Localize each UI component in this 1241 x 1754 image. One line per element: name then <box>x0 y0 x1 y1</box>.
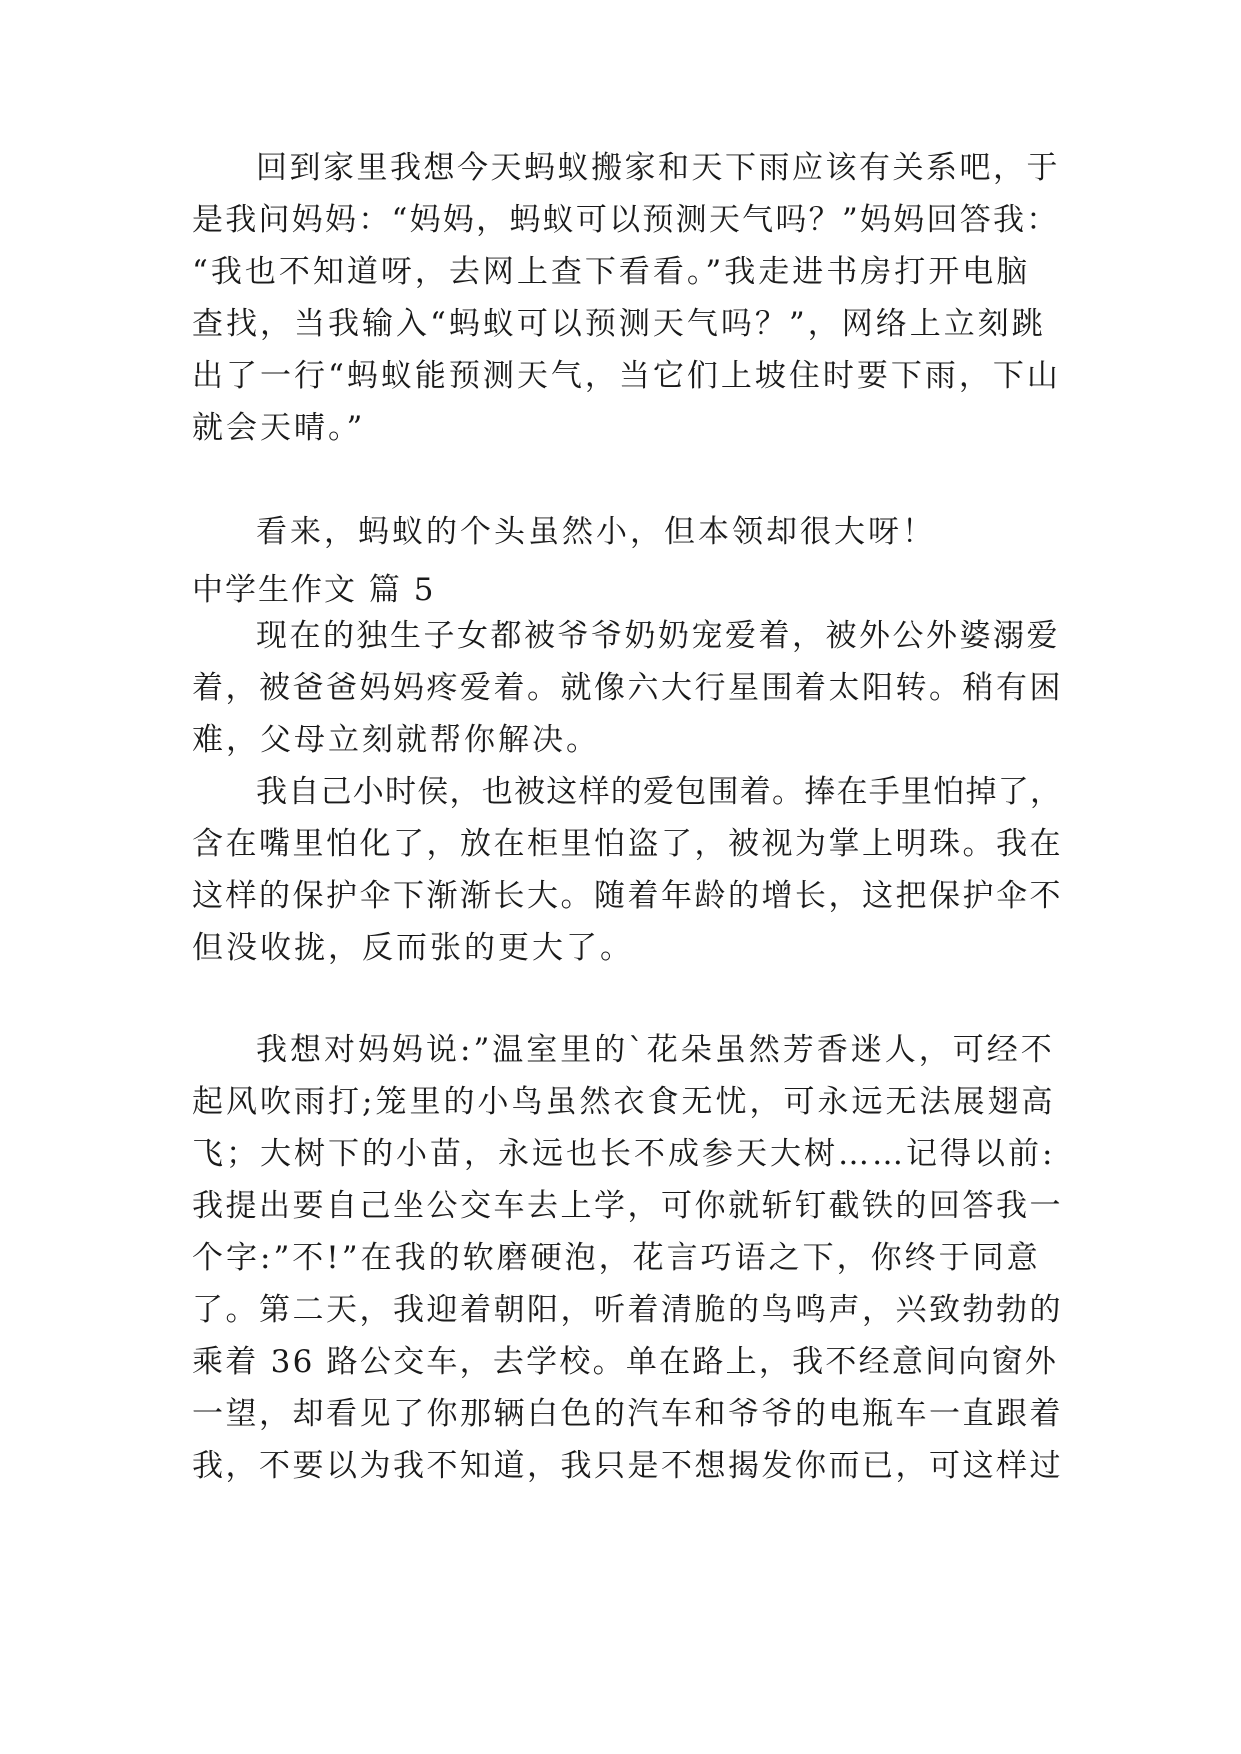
paragraph-line: 我自己小时侯，也被这样的爱包围着。捧在手里怕掉了， <box>256 774 1063 810</box>
paragraph-line: 出了一行“蚂蚁能预测天气，当它们上坡住时要下雨，下山 <box>192 358 1061 394</box>
paragraph-line: 就会天晴。” <box>192 410 366 446</box>
paragraph-line: 但没收拢，反而张的更大了。 <box>192 930 634 966</box>
paragraph-line: 我提出要自己坐公交车去上学，可你就斩钉截铁的回答我一 <box>192 1188 1063 1224</box>
paragraph-line: 个字:”不!”在我的软磨硬泡，花言巧语之下，你终于同意 <box>192 1240 1041 1276</box>
paragraph-line: 我想对妈妈说:”温室里的`花朵虽然芳香迷人，可经不 <box>256 1032 1055 1068</box>
paragraph-line: 现在的独生子女都被爷爷奶奶宠爱着，被外公外婆溺爱 <box>256 618 1060 654</box>
section-heading: 中学生作文 篇 5 <box>192 572 436 608</box>
paragraph-line: 我，不要以为我不知道，我只是不想揭发你而已，可这样过 <box>192 1448 1063 1484</box>
paragraph-line: 看来，蚂蚁的个头虽然小，但本领却很大呀！ <box>256 514 936 550</box>
paragraph-line: 飞；大树下的小苗，永远也长不成参天大树……记得以前: <box>192 1136 1056 1172</box>
paragraph-line: 查找，当我输入“蚂蚁可以预测天气吗？”，网络上立刻跳 <box>192 306 1046 342</box>
paragraph-line: “我也不知道呀，去网上查下看看。”我走进书房打开电脑 <box>192 254 1031 290</box>
paragraph-line: 是我问妈妈：“妈妈，蚂蚁可以预测天气吗？”妈妈回答我： <box>192 202 1060 238</box>
paragraph-line: 含在嘴里怕化了，放在柜里怕盗了，被视为掌上明珠。我在 <box>192 826 1063 862</box>
paragraph-line: 一望，却看见了你那辆白色的汽车和爷爷的电瓶车一直跟着 <box>192 1396 1063 1432</box>
paragraph-line: 难，父母立刻就帮你解决。 <box>192 722 600 758</box>
paragraph-line: 着，被爸爸妈妈疼爱着。就像六大行星围着太阳转。稍有困 <box>192 670 1063 706</box>
paragraph-line: 起风吹雨打;笼里的小鸟虽然衣食无忧，可永远无法展翅高 <box>192 1084 1056 1120</box>
paragraph-line: 回到家里我想今天蚂蚁搬家和天下雨应该有关系吧，于 <box>256 150 1060 186</box>
paragraph-line: 了。第二天，我迎着朝阳，听着清脆的鸟鸣声，兴致勃勃的 <box>192 1292 1063 1328</box>
paragraph-line: 这样的保护伞下渐渐长大。随着年龄的增长，这把保护伞不 <box>192 878 1063 914</box>
paragraph-line: 乘着 36 路公交车，去学校。单在路上，我不经意间向窗外 <box>192 1344 1059 1380</box>
